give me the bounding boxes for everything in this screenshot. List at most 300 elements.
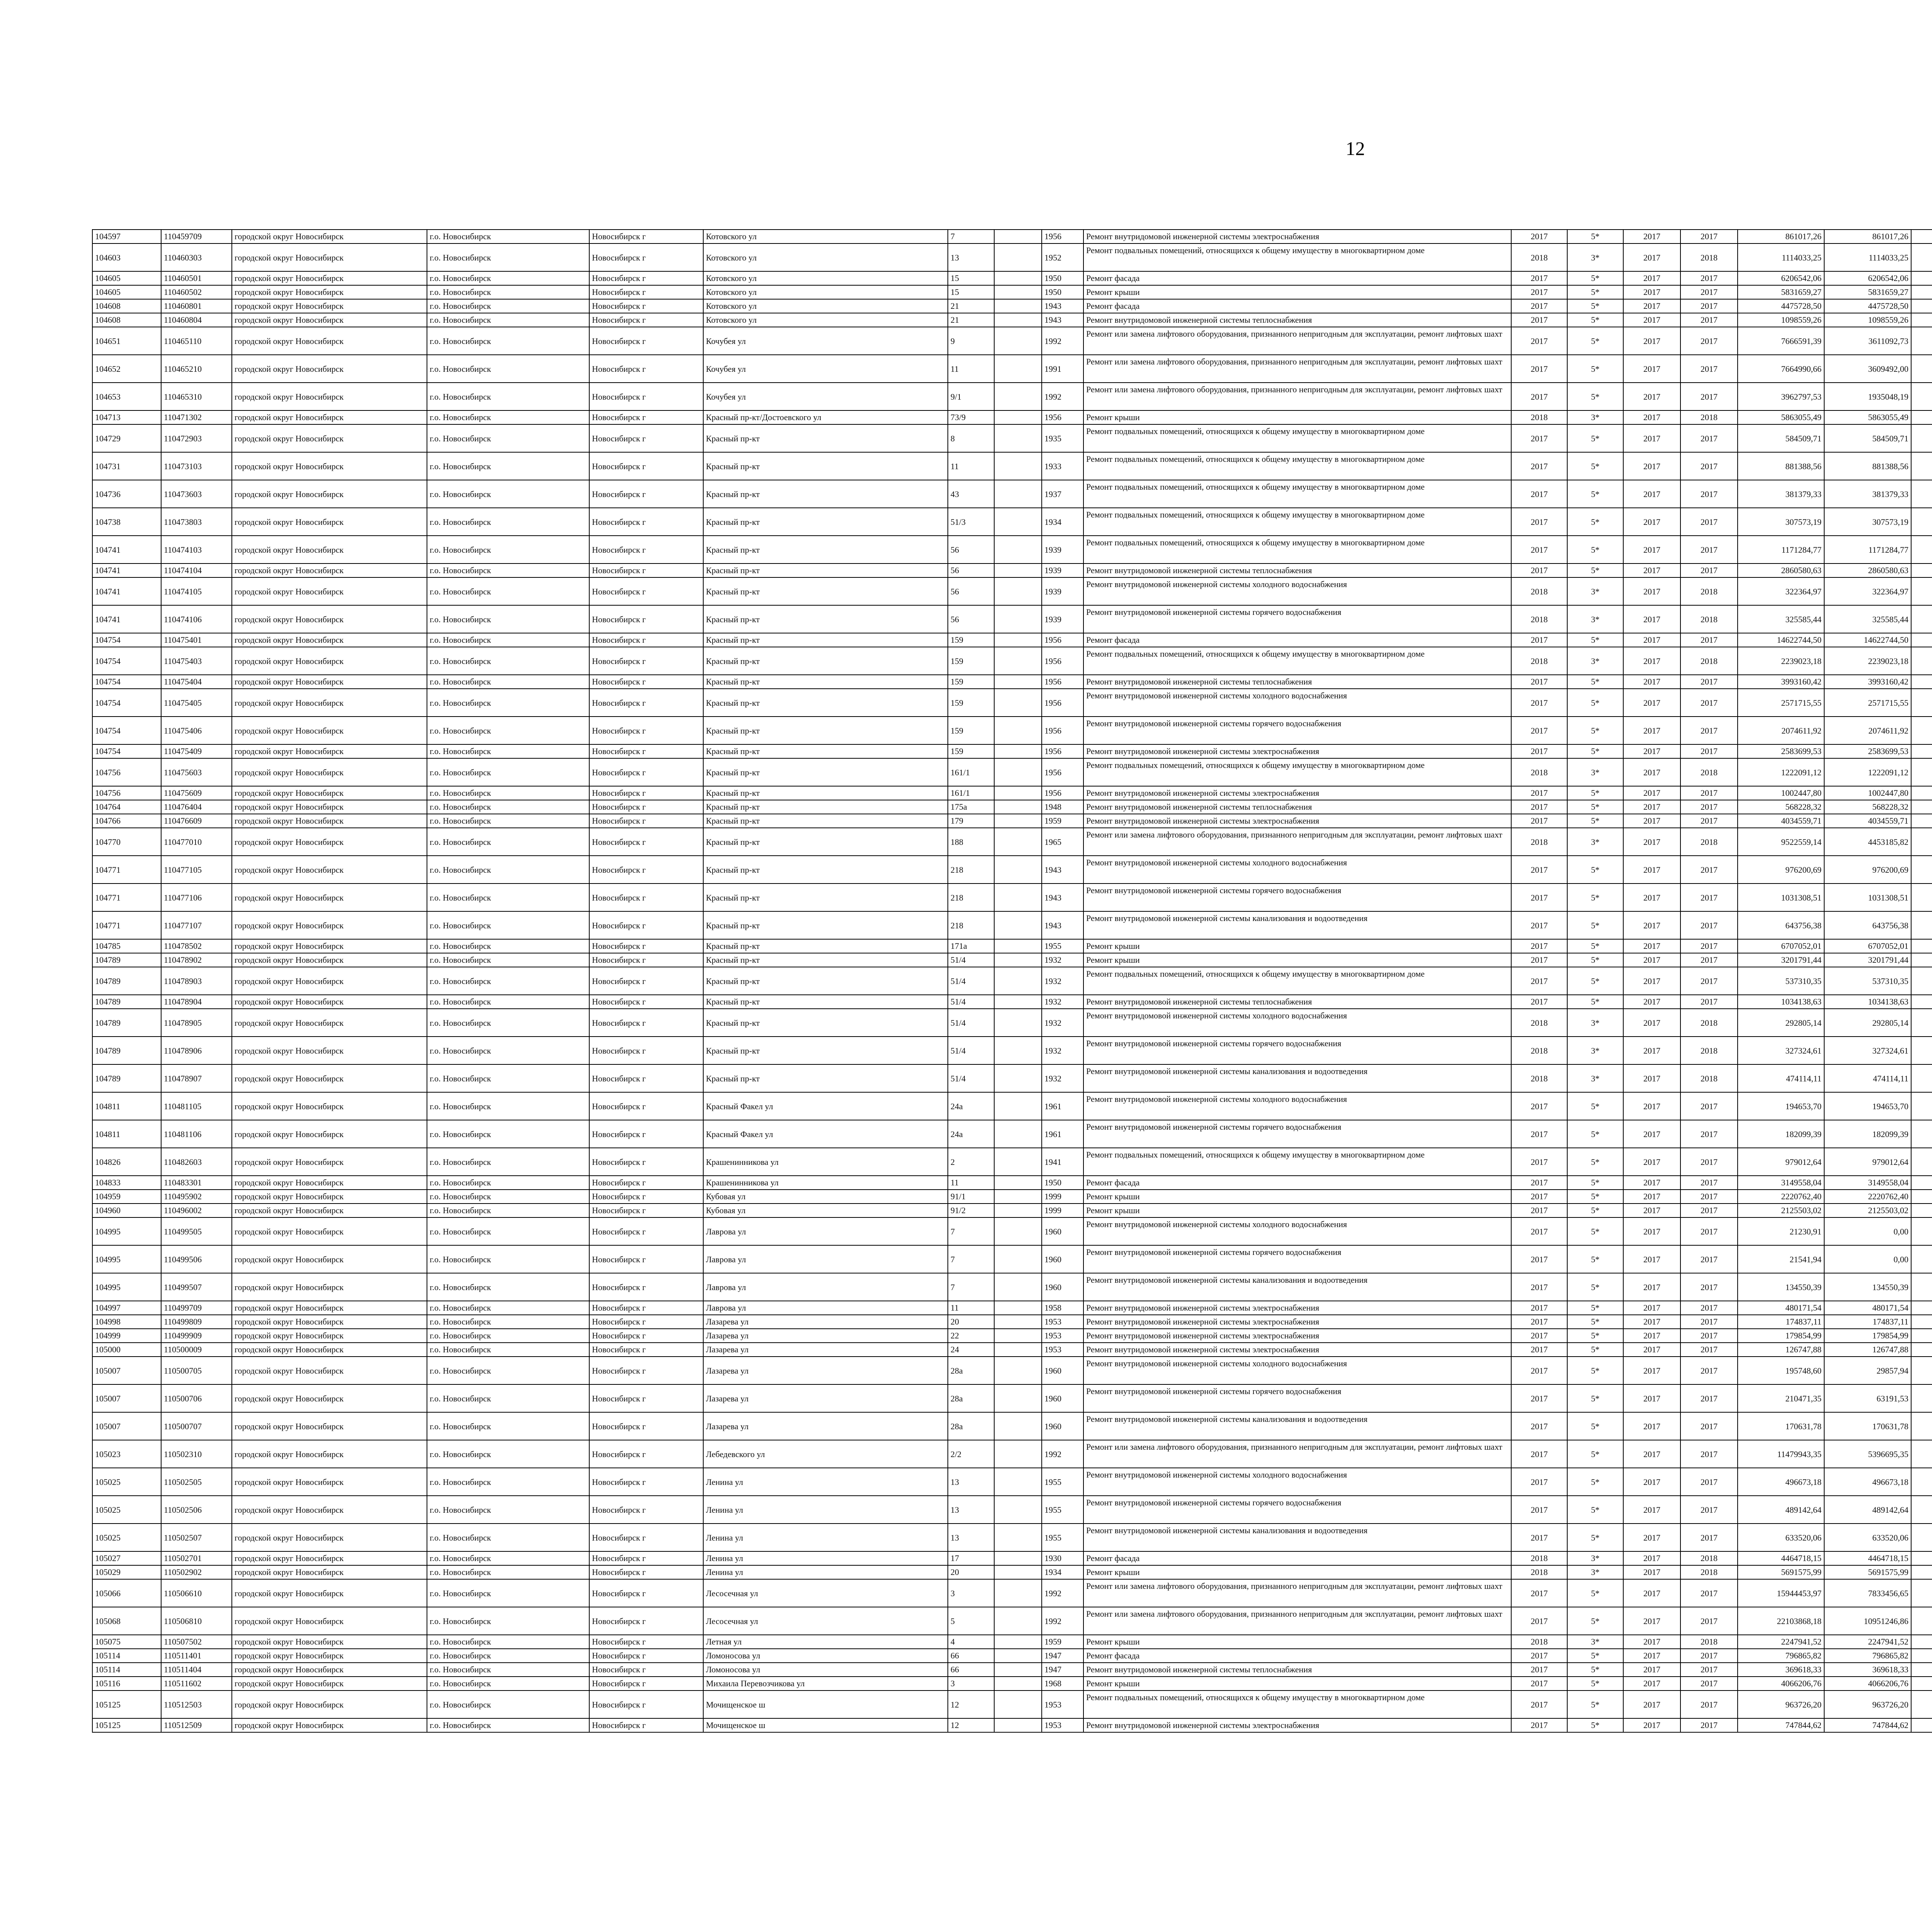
cell-total-cost: 4034559,71 <box>1738 814 1824 828</box>
cell-cost-budget-1 <box>1911 1329 1932 1343</box>
cell-work-type: Ремонт подвальных помещений, относящихся к общему имуществу в многоквартирном доме <box>1083 967 1511 995</box>
cell-house-id: 104754 <box>92 633 161 647</box>
table-row <box>92 1245 1932 1273</box>
cell-end-year: 2017 <box>1680 995 1738 1009</box>
cell-work-id: 110471302 <box>161 410 232 424</box>
cell-street: Красный пр-кт <box>703 1064 948 1092</box>
table-row <box>92 410 1932 424</box>
cell-building <box>994 1412 1042 1440</box>
cell-start-year: 2017 <box>1623 299 1680 313</box>
cell-category: 5* <box>1567 313 1623 327</box>
cell-building <box>994 1468 1042 1496</box>
cell-work-type: Ремонт внутридомовой инженерной системы горячего водоснабжения <box>1083 884 1511 911</box>
cell-plan-year: 2018 <box>1511 828 1567 856</box>
cell-municipality: городской округ Новосибирск <box>232 939 427 953</box>
cell-plan-year: 2017 <box>1511 884 1567 911</box>
cell-work-type: Ремонт подвальных помещений, относящихся к общему имуществу в многоквартирном доме <box>1083 508 1511 536</box>
cell-year-built: 1956 <box>1042 410 1083 424</box>
cell-house-id: 104789 <box>92 995 161 1009</box>
cell-cost-fund: 3149558,04 <box>1824 1176 1911 1190</box>
cell-plan-year: 2017 <box>1511 1718 1567 1732</box>
cell-end-year: 2018 <box>1680 1064 1738 1092</box>
cell-total-cost: 2860580,63 <box>1738 564 1824 577</box>
cell-cost-budget-1 <box>1911 939 1932 953</box>
cell-category: 5* <box>1567 786 1623 800</box>
cell-end-year: 2017 <box>1680 271 1738 285</box>
cell-year-built: 1953 <box>1042 1315 1083 1329</box>
cell-street: Лаврова ул <box>703 1217 948 1245</box>
cell-category: 3* <box>1567 243 1623 271</box>
table-row <box>92 1468 1932 1496</box>
cell-year-built: 1943 <box>1042 911 1083 939</box>
cell-street: Лазарева ул <box>703 1384 948 1412</box>
table-row <box>92 452 1932 480</box>
page-number: 12 <box>1345 138 1365 159</box>
cell-municipal-unit: г.о. Новосибирск <box>427 828 589 856</box>
cell-municipality: городской округ Новосибирск <box>232 953 427 967</box>
cell-work-type: Ремонт внутридомовой инженерной системы теплоснабжения <box>1083 564 1511 577</box>
cell-locality: Новосибирск г <box>589 1635 703 1649</box>
cell-year-built: 1955 <box>1042 939 1083 953</box>
table-row <box>92 285 1932 299</box>
cell-category: 5* <box>1567 1120 1623 1148</box>
cell-cost-budget-1 <box>1911 313 1932 327</box>
cell-total-cost: 7666591,39 <box>1738 327 1824 355</box>
cell-house-number: 161/1 <box>948 786 994 800</box>
cell-year-built: 1968 <box>1042 1677 1083 1691</box>
cell-plan-year: 2017 <box>1511 1440 1567 1468</box>
cell-end-year: 2017 <box>1680 1649 1738 1663</box>
cell-municipal-unit: г.о. Новосибирск <box>427 299 589 313</box>
cell-end-year: 2017 <box>1680 1301 1738 1315</box>
cell-street: Красный пр-кт <box>703 884 948 911</box>
cell-start-year: 2017 <box>1623 647 1680 675</box>
cell-locality: Новосибирск г <box>589 1190 703 1204</box>
cell-locality: Новосибирск г <box>589 230 703 243</box>
cell-street: Красный пр-кт <box>703 758 948 786</box>
cell-municipal-unit: г.о. Новосибирск <box>427 1607 589 1635</box>
cell-end-year: 2018 <box>1680 410 1738 424</box>
cell-municipality: городской округ Новосибирск <box>232 1064 427 1092</box>
cell-house-number: 7 <box>948 1217 994 1245</box>
cell-municipal-unit: г.о. Новосибирск <box>427 717 589 744</box>
cell-category: 5* <box>1567 1579 1623 1607</box>
cell-locality: Новосибирск г <box>589 508 703 536</box>
cell-locality: Новосибирск г <box>589 605 703 633</box>
cell-end-year: 2018 <box>1680 577 1738 605</box>
cell-work-type: Ремонт подвальных помещений, относящихся к общему имуществу в многоквартирном доме <box>1083 243 1511 271</box>
cell-municipal-unit: г.о. Новосибирск <box>427 800 589 814</box>
cell-cost-budget-1 <box>1911 744 1932 758</box>
cell-year-built: 1935 <box>1042 424 1083 452</box>
cell-plan-year: 2017 <box>1511 536 1567 564</box>
cell-cost-fund: 369618,33 <box>1824 1663 1911 1677</box>
cell-locality: Новосибирск г <box>589 1565 703 1579</box>
cell-municipal-unit: г.о. Новосибирск <box>427 647 589 675</box>
cell-category: 5* <box>1567 1245 1623 1273</box>
cell-street: Ленина ул <box>703 1524 948 1551</box>
table-row <box>92 911 1932 939</box>
cell-municipal-unit: г.о. Новосибирск <box>427 480 589 508</box>
cell-plan-year: 2017 <box>1511 355 1567 383</box>
cell-work-id: 110465310 <box>161 383 232 410</box>
cell-plan-year: 2017 <box>1511 1301 1567 1315</box>
table-row <box>92 814 1932 828</box>
cell-start-year: 2017 <box>1623 1037 1680 1064</box>
cell-cost-budget-1 <box>1911 1064 1932 1092</box>
cell-end-year: 2017 <box>1680 786 1738 800</box>
cell-work-type: Ремонт внутридомовой инженерной системы электроснабжения <box>1083 814 1511 828</box>
cell-locality: Новосибирск г <box>589 717 703 744</box>
cell-house-number: 7 <box>948 1273 994 1301</box>
cell-building <box>994 1551 1042 1565</box>
cell-work-id: 110473803 <box>161 508 232 536</box>
cell-year-built: 1932 <box>1042 1009 1083 1037</box>
cell-year-built: 1958 <box>1042 1301 1083 1315</box>
cell-cost-budget-1 <box>1911 967 1932 995</box>
cell-municipality: городской округ Новосибирск <box>232 1217 427 1245</box>
cell-building <box>994 355 1042 383</box>
cell-house-number: 51/4 <box>948 995 994 1009</box>
table-row <box>92 786 1932 800</box>
cell-start-year: 2017 <box>1623 953 1680 967</box>
cell-category: 5* <box>1567 1204 1623 1217</box>
cell-start-year: 2017 <box>1623 828 1680 856</box>
cell-start-year: 2017 <box>1623 814 1680 828</box>
table-row <box>92 1092 1932 1120</box>
cell-total-cost: 134550,39 <box>1738 1273 1824 1301</box>
cell-start-year: 2017 <box>1623 1551 1680 1565</box>
cell-municipality: городской округ Новосибирск <box>232 786 427 800</box>
cell-category: 5* <box>1567 884 1623 911</box>
cell-year-built: 1930 <box>1042 1551 1083 1565</box>
cell-municipal-unit: г.о. Новосибирск <box>427 786 589 800</box>
cell-locality: Новосибирск г <box>589 953 703 967</box>
cell-house-number: 51/4 <box>948 1037 994 1064</box>
cell-category: 5* <box>1567 1092 1623 1120</box>
cell-house-number: 56 <box>948 536 994 564</box>
cell-plan-year: 2017 <box>1511 313 1567 327</box>
cell-start-year: 2017 <box>1623 1190 1680 1204</box>
cell-category: 5* <box>1567 1176 1623 1190</box>
cell-end-year: 2017 <box>1680 744 1738 758</box>
cell-municipal-unit: г.о. Новосибирск <box>427 1579 589 1607</box>
cell-end-year: 2017 <box>1680 452 1738 480</box>
cell-category: 3* <box>1567 1064 1623 1092</box>
cell-plan-year: 2017 <box>1511 856 1567 884</box>
cell-start-year: 2017 <box>1623 995 1680 1009</box>
cell-municipal-unit: г.о. Новосибирск <box>427 1273 589 1301</box>
cell-cost-budget-1 <box>1911 633 1932 647</box>
cell-end-year: 2017 <box>1680 1190 1738 1204</box>
cell-work-type: Ремонт подвальных помещений, относящихся к общему имуществу в многоквартирном доме <box>1083 1148 1511 1176</box>
cell-cost-fund: 325585,44 <box>1824 605 1911 633</box>
cell-work-id: 110477107 <box>161 911 232 939</box>
cell-category: 5* <box>1567 1663 1623 1677</box>
cell-total-cost: 11479943,35 <box>1738 1440 1824 1468</box>
cell-locality: Новосибирск г <box>589 577 703 605</box>
cell-cost-budget-1 <box>1911 689 1932 717</box>
cell-locality: Новосибирск г <box>589 1579 703 1607</box>
table-row <box>92 1329 1932 1343</box>
cell-end-year: 2017 <box>1680 1120 1738 1148</box>
cell-cost-budget-1 <box>1911 1092 1932 1120</box>
cell-total-cost: 182099,39 <box>1738 1120 1824 1148</box>
cell-building <box>994 243 1042 271</box>
cell-start-year: 2017 <box>1623 410 1680 424</box>
cell-year-built: 1934 <box>1042 1565 1083 1579</box>
cell-cost-fund: 480171,54 <box>1824 1301 1911 1315</box>
cell-cost-fund: 4464718,15 <box>1824 1551 1911 1565</box>
cell-work-id: 110478902 <box>161 953 232 967</box>
cell-street: Красный пр-кт <box>703 856 948 884</box>
cell-municipality: городской округ Новосибирск <box>232 1315 427 1329</box>
cell-work-id: 110511404 <box>161 1663 232 1677</box>
cell-cost-fund: 6707052,01 <box>1824 939 1911 953</box>
cell-street: Ленина ул <box>703 1551 948 1565</box>
cell-municipality: городской округ Новосибирск <box>232 536 427 564</box>
cell-municipal-unit: г.о. Новосибирск <box>427 564 589 577</box>
cell-municipality: городской округ Новосибирск <box>232 1343 427 1357</box>
cell-plan-year: 2017 <box>1511 953 1567 967</box>
cell-year-built: 1956 <box>1042 786 1083 800</box>
cell-house-number: 2/2 <box>948 1440 994 1468</box>
cell-start-year: 2017 <box>1623 1565 1680 1579</box>
cell-total-cost: 4464718,15 <box>1738 1551 1824 1565</box>
cell-category: 5* <box>1567 1412 1623 1440</box>
cell-work-type: Ремонт внутридомовой инженерной системы канализования и водоотведения <box>1083 1412 1511 1440</box>
cell-work-id: 110499507 <box>161 1273 232 1301</box>
cell-cost-budget-1 <box>1911 856 1932 884</box>
cell-house-id: 105027 <box>92 1551 161 1565</box>
cell-total-cost: 976200,69 <box>1738 856 1824 884</box>
cell-plan-year: 2017 <box>1511 480 1567 508</box>
cell-locality: Новосибирск г <box>589 1607 703 1635</box>
cell-end-year: 2017 <box>1680 1468 1738 1496</box>
cell-building <box>994 508 1042 536</box>
cell-total-cost: 747844,62 <box>1738 1718 1824 1732</box>
cell-end-year: 2017 <box>1680 299 1738 313</box>
cell-house-id: 104771 <box>92 911 161 939</box>
cell-cost-fund: 489142,64 <box>1824 1496 1911 1524</box>
cell-total-cost: 2125503,02 <box>1738 1204 1824 1217</box>
table-row <box>92 884 1932 911</box>
cell-year-built: 1992 <box>1042 383 1083 410</box>
cell-start-year: 2017 <box>1623 717 1680 744</box>
cell-year-built: 1932 <box>1042 1064 1083 1092</box>
cell-work-type: Ремонт крыши <box>1083 939 1511 953</box>
table-row <box>92 327 1932 355</box>
cell-building <box>994 1496 1042 1524</box>
cell-work-type: Ремонт внутридомовой инженерной системы канализования и водоотведения <box>1083 1064 1511 1092</box>
cell-municipality: городской округ Новосибирск <box>232 1301 427 1315</box>
cell-work-id: 110476609 <box>161 814 232 828</box>
cell-cost-budget-1 <box>1911 786 1932 800</box>
cell-plan-year: 2017 <box>1511 717 1567 744</box>
cell-locality: Новосибирск г <box>589 758 703 786</box>
cell-municipal-unit: г.о. Новосибирск <box>427 1565 589 1579</box>
cell-end-year: 2017 <box>1680 1607 1738 1635</box>
cell-work-type: Ремонт крыши <box>1083 1565 1511 1579</box>
cell-building <box>994 1565 1042 1579</box>
cell-plan-year: 2018 <box>1511 605 1567 633</box>
cell-house-number: 159 <box>948 633 994 647</box>
cell-building <box>994 967 1042 995</box>
cell-work-id: 110477106 <box>161 884 232 911</box>
cell-municipality: городской округ Новосибирск <box>232 230 427 243</box>
cell-street: Красный пр-кт <box>703 675 948 689</box>
cell-municipal-unit: г.о. Новосибирск <box>427 758 589 786</box>
cell-work-id: 110460303 <box>161 243 232 271</box>
cell-year-built: 1932 <box>1042 967 1083 995</box>
cell-total-cost: 1031308,51 <box>1738 884 1824 911</box>
cell-house-number: 51/4 <box>948 1064 994 1092</box>
cell-house-id: 104754 <box>92 744 161 758</box>
cell-cost-budget-1 <box>1911 410 1932 424</box>
cell-cost-budget-1 <box>1911 299 1932 313</box>
cell-cost-budget-1 <box>1911 1607 1932 1635</box>
cell-building <box>994 271 1042 285</box>
cell-municipality: городской округ Новосибирск <box>232 856 427 884</box>
table-row <box>92 675 1932 689</box>
cell-start-year: 2017 <box>1623 1120 1680 1148</box>
cell-plan-year: 2018 <box>1511 1064 1567 1092</box>
cell-end-year: 2017 <box>1680 230 1738 243</box>
cell-start-year: 2017 <box>1623 800 1680 814</box>
cell-street: Лаврова ул <box>703 1301 948 1315</box>
cell-locality: Новосибирск г <box>589 410 703 424</box>
cell-building <box>994 800 1042 814</box>
cell-plan-year: 2017 <box>1511 1120 1567 1148</box>
cell-house-number: 11 <box>948 1301 994 1315</box>
cell-work-type: Ремонт подвальных помещений, относящихся к общему имуществу в многоквартирном доме <box>1083 647 1511 675</box>
cell-total-cost: 21230,91 <box>1738 1217 1824 1245</box>
table-row <box>92 1343 1932 1357</box>
table-row <box>92 1677 1932 1691</box>
cell-category: 5* <box>1567 1677 1623 1691</box>
cell-street: Красный пр-кт <box>703 814 948 828</box>
table-row <box>92 243 1932 271</box>
cell-plan-year: 2017 <box>1511 299 1567 313</box>
cell-street: Котовского ул <box>703 230 948 243</box>
cell-start-year: 2017 <box>1623 1176 1680 1190</box>
cell-house-number: 218 <box>948 911 994 939</box>
cell-start-year: 2017 <box>1623 1496 1680 1524</box>
cell-plan-year: 2017 <box>1511 383 1567 410</box>
cell-municipality: городской округ Новосибирск <box>232 1190 427 1204</box>
cell-start-year: 2017 <box>1623 1649 1680 1663</box>
cell-category: 5* <box>1567 1343 1623 1357</box>
cell-work-id: 110512503 <box>161 1691 232 1718</box>
cell-street: Красный пр-кт <box>703 967 948 995</box>
cell-cost-budget-1 <box>1911 1301 1932 1315</box>
cell-municipal-unit: г.о. Новосибирск <box>427 1649 589 1663</box>
table-row <box>92 689 1932 717</box>
cell-category: 3* <box>1567 828 1623 856</box>
cell-cost-budget-1 <box>1911 1120 1932 1148</box>
cell-total-cost: 3993160,42 <box>1738 675 1824 689</box>
cell-year-built: 1932 <box>1042 995 1083 1009</box>
cell-street: Лесосечная ул <box>703 1607 948 1635</box>
cell-street: Лаврова ул <box>703 1245 948 1273</box>
cell-building <box>994 230 1042 243</box>
cell-category: 5* <box>1567 285 1623 299</box>
cell-municipal-unit: г.о. Новосибирск <box>427 1092 589 1120</box>
cell-year-built: 1950 <box>1042 271 1083 285</box>
cell-year-built: 1956 <box>1042 758 1083 786</box>
cell-end-year: 2017 <box>1680 508 1738 536</box>
cell-cost-budget-1 <box>1911 1551 1932 1565</box>
cell-locality: Новосибирск г <box>589 1412 703 1440</box>
cell-locality: Новосибирск г <box>589 647 703 675</box>
cell-locality: Новосибирск г <box>589 480 703 508</box>
cell-cost-budget-1 <box>1911 828 1932 856</box>
cell-end-year: 2018 <box>1680 243 1738 271</box>
cell-building <box>994 675 1042 689</box>
cell-start-year: 2017 <box>1623 786 1680 800</box>
cell-house-id: 104741 <box>92 564 161 577</box>
cell-street: Красный пр-кт <box>703 577 948 605</box>
cell-cost-fund: 5863055,49 <box>1824 410 1911 424</box>
cell-year-built: 1953 <box>1042 1343 1083 1357</box>
cell-building <box>994 327 1042 355</box>
cell-locality: Новосибирск г <box>589 355 703 383</box>
cell-start-year: 2017 <box>1623 605 1680 633</box>
cell-plan-year: 2018 <box>1511 1565 1567 1579</box>
cell-work-type: Ремонт внутридомовой инженерной системы теплоснабжения <box>1083 995 1511 1009</box>
cell-year-built: 1956 <box>1042 647 1083 675</box>
cell-house-id: 104756 <box>92 786 161 800</box>
cell-building <box>994 828 1042 856</box>
cell-category: 5* <box>1567 327 1623 355</box>
cell-street: Мочищенское ш <box>703 1718 948 1732</box>
cell-house-id: 104998 <box>92 1315 161 1329</box>
cell-house-id: 105114 <box>92 1649 161 1663</box>
cell-total-cost: 633520,06 <box>1738 1524 1824 1551</box>
cell-house-id: 104741 <box>92 536 161 564</box>
cell-cost-budget-1 <box>1911 995 1932 1009</box>
cell-year-built: 1992 <box>1042 327 1083 355</box>
cell-work-id: 110478906 <box>161 1037 232 1064</box>
cell-municipality: городской округ Новосибирск <box>232 424 427 452</box>
cell-cost-fund: 2220762,40 <box>1824 1190 1911 1204</box>
cell-house-number: 4 <box>948 1635 994 1649</box>
cell-category: 5* <box>1567 299 1623 313</box>
cell-locality: Новосибирск г <box>589 1315 703 1329</box>
cell-house-number: 24 <box>948 1343 994 1357</box>
cell-year-built: 1950 <box>1042 285 1083 299</box>
cell-municipal-unit: г.о. Новосибирск <box>427 577 589 605</box>
cell-work-id: 110506610 <box>161 1579 232 1607</box>
cell-start-year: 2017 <box>1623 355 1680 383</box>
cell-building <box>994 911 1042 939</box>
cell-house-number: 159 <box>948 744 994 758</box>
cell-house-number: 15 <box>948 285 994 299</box>
cell-municipal-unit: г.о. Новосибирск <box>427 536 589 564</box>
cell-locality: Новосибирск г <box>589 856 703 884</box>
cell-category: 5* <box>1567 1496 1623 1524</box>
cell-cost-fund: 5691575,99 <box>1824 1565 1911 1579</box>
cell-house-number: 13 <box>948 1468 994 1496</box>
cell-work-id: 110474105 <box>161 577 232 605</box>
cell-cost-fund: 1171284,77 <box>1824 536 1911 564</box>
cell-work-id: 110511401 <box>161 1649 232 1663</box>
cell-end-year: 2017 <box>1680 327 1738 355</box>
table-row <box>92 758 1932 786</box>
cell-municipal-unit: г.о. Новосибирск <box>427 856 589 884</box>
cell-building <box>994 1343 1042 1357</box>
cell-plan-year: 2017 <box>1511 564 1567 577</box>
